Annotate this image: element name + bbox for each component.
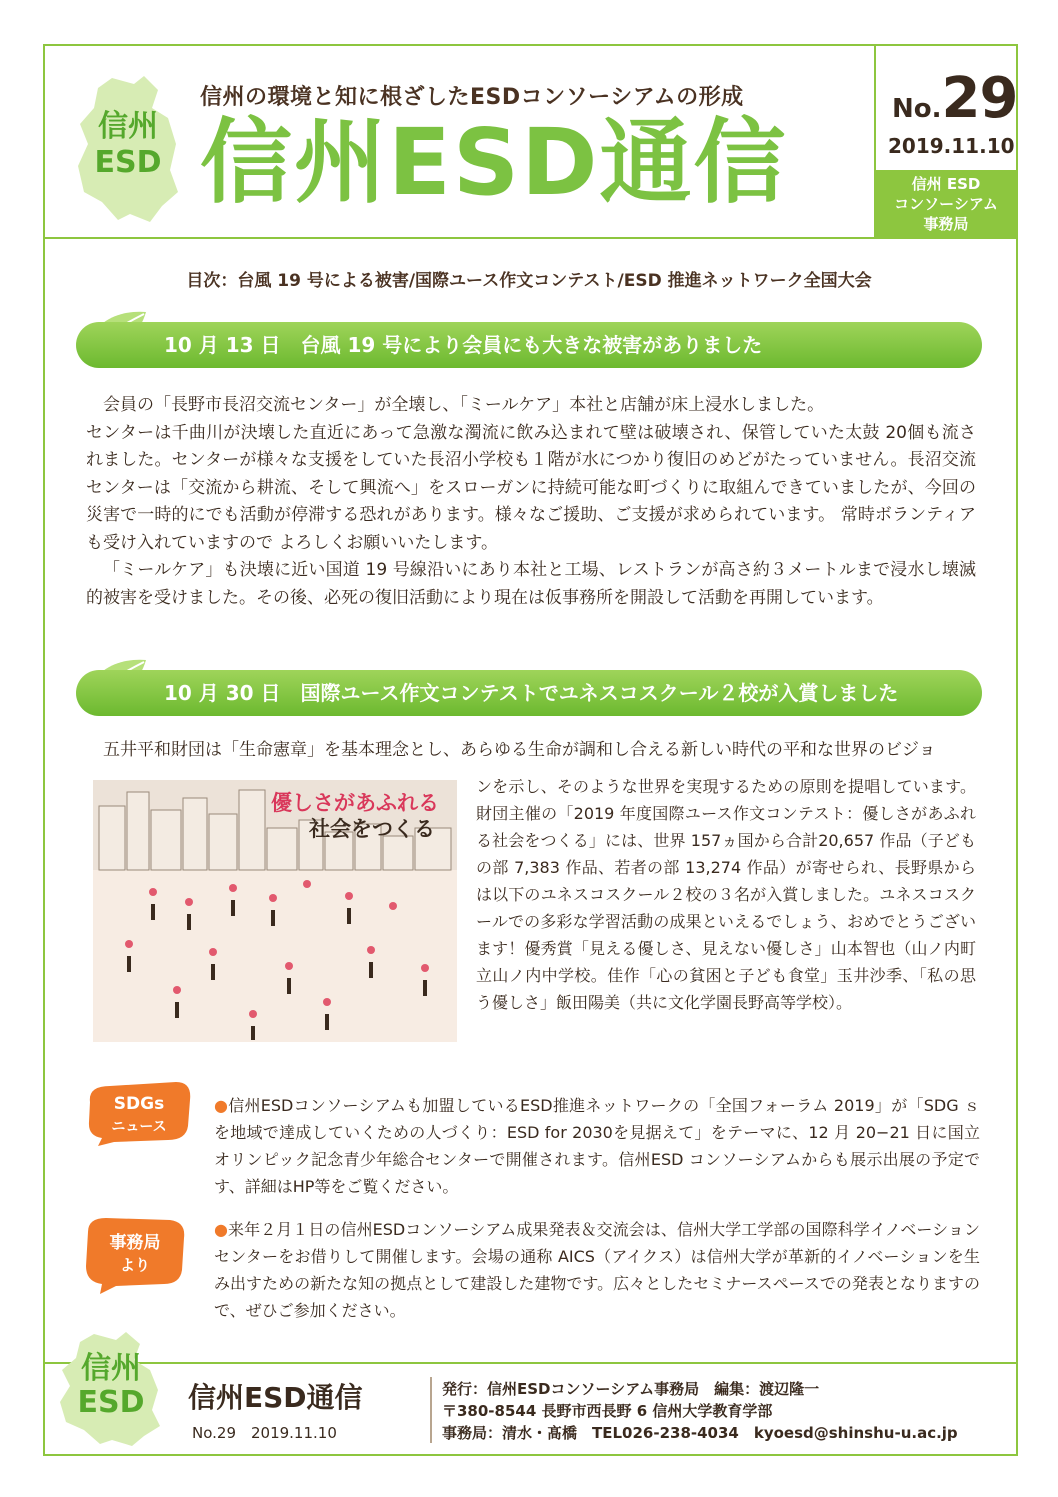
paragraph: ンを示し、そのような世界を実現するための原則を提唱しています。財団主催の「2019 年度国際ユース作文コンテスト：優しさがあふれる社会をつくる」には、世界 157ヵ国から合計20,657 作品（子どもの部 7,383 作品、若者の部 13,274 作品）が寄せられ、長野県からは以下のユネスコスクール２校の３名が入賞しました。ユネスコスクールでの多彩な学習活動の成果といえるでしょう、おめでとうございます！優秀賞「見える優しさ、見えない優しさ」山本智也（山ノ内町立山ノ内中学校。佳作「心の貧困と子ども食堂」玉井沙季、「私の思う優しさ」飯田陽美（共に文化学園長野高等学校）。 [476, 777, 976, 1012]
publisher-line: 事務局 [923, 215, 969, 233]
logo-text-line1: 信州 [81, 1351, 141, 1386]
issue-label: No. [892, 94, 942, 124]
paragraph: 「ミールケア」も決壊に近い国道 19 号線沿いにあり本社と工場、レストランが高さ約３メートルまで浸水し壊滅的被害を受けました。その後、必死の復旧活動により現在は仮事務所を開設して活動を再開しています。 [86, 560, 976, 608]
footer-vertical-divider [430, 1377, 432, 1443]
paragraph [214, 1216, 980, 1324]
illustration-title [271, 790, 439, 842]
logo-text-line1: 信州 [98, 109, 158, 144]
secretariat-news-text [214, 1216, 980, 1324]
sdgs-news-text [214, 1092, 980, 1200]
news-body: 信州ESDコンソーシアムも加盟しているESD推進ネットワークの「全国フォーラム 2019」が「SDG ｓを地域で達成していくための人づくり：ESD for 2030を見据えて」をテーマに、12 月 20−21 日に国立オリンピック記念青少年総合センターで開催されます。信州ESD コンソーシアムからも展示出展の予定です、詳細はHP等をご覧ください。 [214, 1096, 980, 1196]
illustration-title-line1: 優しさがあふれる [271, 791, 439, 815]
sdgs-news-badge [84, 1082, 194, 1146]
header-divider [43, 237, 1018, 239]
issue-date: 2019.11.10 [888, 134, 1015, 158]
masthead-logo [72, 74, 184, 224]
paragraph [214, 1092, 980, 1200]
speech-bubble-icon [84, 1082, 194, 1146]
badge-line2: ニュース [111, 1119, 167, 1135]
illustration-title-line2: 社会をつくる [309, 817, 435, 841]
publisher-box [876, 170, 1016, 237]
section1-body [86, 392, 976, 612]
logo-text-line2: ESD [77, 1385, 145, 1420]
section1-heading: 10 月 13 日 台風 19 号により会員にも大きな被害がありました [76, 322, 982, 368]
bullet-dot-icon: ● [214, 1220, 229, 1239]
contest-illustration [93, 780, 457, 1042]
footer-issue: No.29 2019.11.10 [192, 1424, 337, 1442]
badge-line2: より [119, 1256, 150, 1274]
secretariat-badge [80, 1214, 190, 1294]
section2-heading: 10 月 30 日 国際ユース作文コンテストでユネスコスクール２校が入賞しました [76, 670, 982, 716]
masthead-subtitle: 信州の環境と知に根ざしたESDコンソーシアムの形成 [200, 85, 744, 110]
logo-text-line2: ESD [94, 145, 162, 180]
news-body: 来年２月１日の信州ESDコンソーシアム成果発表＆交流会は、信州大学工学部の国際科学イノベーションセンターをお借りして開催します。会場の通称 AICS（アイクス）は信州大学が革新的イノベーションを生み出すための新たな知の拠点として建設した建物です。広々としたセミナースペースでの発表となりますので、ぜひご参加ください。 [214, 1220, 980, 1320]
issue-number [892, 66, 1017, 131]
table-of-contents: 目次：台風 19 号による被害/国際ユース作文コンテスト/ESD 推進ネットワーク全国大会 [186, 271, 872, 291]
section2-column-text [476, 773, 976, 1016]
footer-title: 信州ESD通信 [188, 1381, 363, 1414]
badge-line1: SDGs [113, 1094, 165, 1114]
badge-line1: 事務局 [109, 1233, 161, 1253]
footer-publisher-line: 発行：信州ESDコンソーシアム事務局 編集：渡辺隆一 [442, 1380, 820, 1398]
publisher-line: 信州 ESD [911, 175, 981, 193]
footer-contact [442, 1378, 958, 1444]
paragraph: 会員の「長野市長沼交流センター」が全壊し、「ミールケア」本社と店舗が床上浸水しました。 [103, 395, 825, 415]
footer-address-line: 〒380-8544 長野市西長野 6 信州大学教育学部 [442, 1402, 773, 1420]
footer-contact-line: 事務局：清水・髙橋 TEL026-238-4034 kyoesd@shinshu-u.ac.jp [442, 1424, 958, 1442]
paragraph: センターは千曲川が決壊した直近にあって急激な濁流に飲み込まれて壁は破壊され、保管していた太鼓 20個も流されました。センターが様々な支援をしていた長沼小学校も１階が水につかり復旧のめどがたっていません。長沼交流センターは「交流から耕流、そして興流へ」をスローガンに持続可能な町づくりに取組んできていましたが、今回の災害で一時的にでも活動が停滞する恐れがあります。様々なご援助、ご支援が求められています。 常時ボランティアも受け入れていますので よろしくお願いいたします。 [86, 422, 976, 553]
section2-first-line: 五井平和財団は「生命憲章」を基本理念とし、あらゆる生命が調和し合える新しい時代の平和な世界のビジョ [103, 740, 936, 760]
bullet-dot-icon: ● [214, 1096, 229, 1115]
masthead-title: 信州ESD通信 [200, 109, 788, 216]
footer-logo [56, 1330, 166, 1446]
publisher-line: コンソーシアム [894, 195, 998, 213]
issue-value: 29 [941, 66, 1018, 131]
footer-divider [43, 1362, 1018, 1364]
